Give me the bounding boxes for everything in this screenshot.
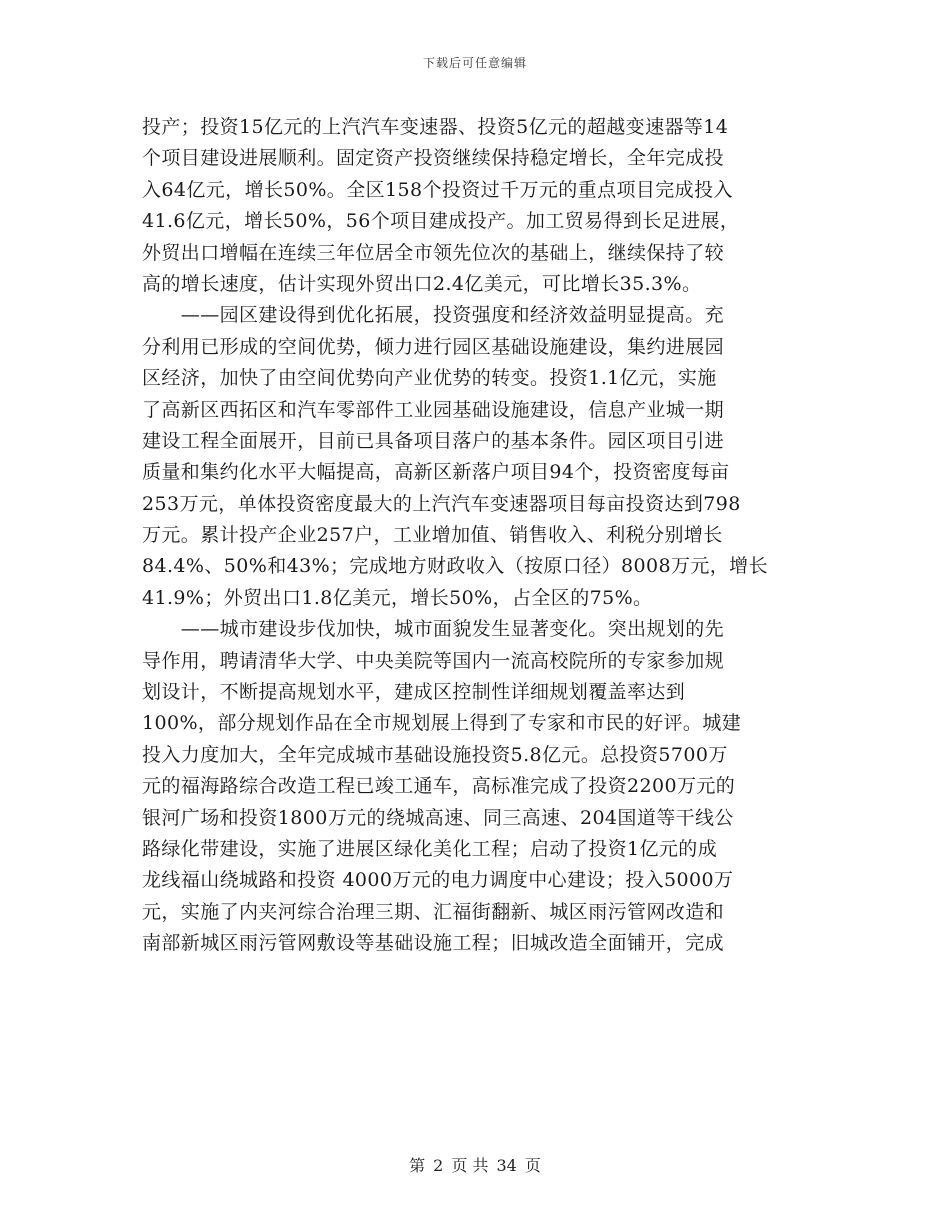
- page-footer: [0, 1153, 950, 1176]
- text-line: 划设计，不断提高规划水平，建成区控制性详细规划覆盖率达到: [142, 681, 686, 704]
- text-line: 南部新城区雨污管网敷设等基础设施工程；旧城改造全面铺开，完成: [142, 932, 725, 955]
- text-line: 导作用，聘请清华大学、中央美院等国内一流高校院所的专家参加规: [142, 649, 725, 672]
- text-line: 外贸出口增幅在连续三年位居全市领先位次的基础上，继续保持了较: [142, 241, 725, 264]
- text-line: 41.9%；外贸出口1.8亿美元，增长50%，占全区的75%。: [142, 586, 653, 609]
- text-line: 个项目建设进展顺利。固定资产投资继续保持稳定增长，全年完成投: [142, 147, 725, 170]
- text-line: 253万元，单体投资密度最大的上汽汽车变速器项目每亩投资达到798: [142, 492, 741, 515]
- text-line: 高的增长速度，估计实现外贸出口2.4亿美元，可比增长35.3%。: [142, 272, 702, 295]
- text-line: 了高新区西拓区和汽车零部件工业园基础设施建设，信息产业城一期: [142, 398, 725, 421]
- footer-total-pages: 34: [496, 1156, 517, 1175]
- text-line: 银河广场和投资1800万元的绕城高速、同三高速、204国道等干线公: [142, 806, 734, 829]
- text-line: ——城市建设步伐加快，城市面貌发生显著变化。突出规划的先: [142, 618, 725, 641]
- text-line: 建设工程全面展开，目前已具备项目落户的基本条件。园区项目引进: [142, 429, 725, 452]
- footer-page-number: 2: [433, 1156, 444, 1175]
- text-line: 84.4%、50%和43%；完成地方财政收入（按原口径）8008万元，增长: [142, 555, 768, 578]
- text-line: 区经济，加快了由空间优势向产业优势的转变。投资1.1亿元，实施: [142, 367, 717, 390]
- text-line: 万元。累计投产企业257户，工业增加值、销售收入、利税分别增长: [142, 524, 723, 547]
- text-line: 元，实施了内夹河综合治理三期、汇福街翻新、城区雨污管网改造和: [142, 900, 725, 923]
- text-line: 投入力度加大，全年完成城市基础设施投资5.8亿元。总投资5700万: [142, 743, 728, 766]
- text-line: 分利用已形成的空间优势，倾力进行园区基础设施建设，集约进展园: [142, 335, 725, 358]
- text-line: 质量和集约化水平大幅提高，高新区新落户项目94个，投资密度每亩: [142, 461, 730, 484]
- text-line: 投产；投资15亿元的上汽汽车变速器、投资5亿元的超越变速器等14: [142, 116, 729, 138]
- text-line: ——园区建设得到优化拓展，投资强度和经济效益明显提高。充: [142, 304, 725, 327]
- footer-middle: 页 共: [451, 1156, 489, 1175]
- text-line: 元的福海路综合改造工程已竣工通车，高标准完成了投资2200万元的: [142, 775, 736, 798]
- text-line: 100%，部分规划作品在全市规划展上得到了专家和市民的好评。城建: [142, 712, 742, 735]
- text-line: 入64亿元，增长50%。全区158个投资过千万元的重点项目完成投入: [142, 178, 733, 201]
- footer-suffix: 页: [524, 1156, 541, 1175]
- text-line: 龙线福山绕城路和投资 4000万元的电力调度中心建设；投入5000万: [142, 869, 734, 892]
- text-line: 路绿化带建设，实施了进展区绿化美化工程；启动了投资1亿元的成: [142, 837, 718, 860]
- document-body: [142, 112, 802, 960]
- page-header: 下载后可任意编辑: [422, 56, 527, 70]
- footer-prefix: 第: [409, 1156, 426, 1175]
- text-line: 41.6亿元，增长50%，56个项目建成投产。加工贸易得到长足进展，: [142, 210, 740, 233]
